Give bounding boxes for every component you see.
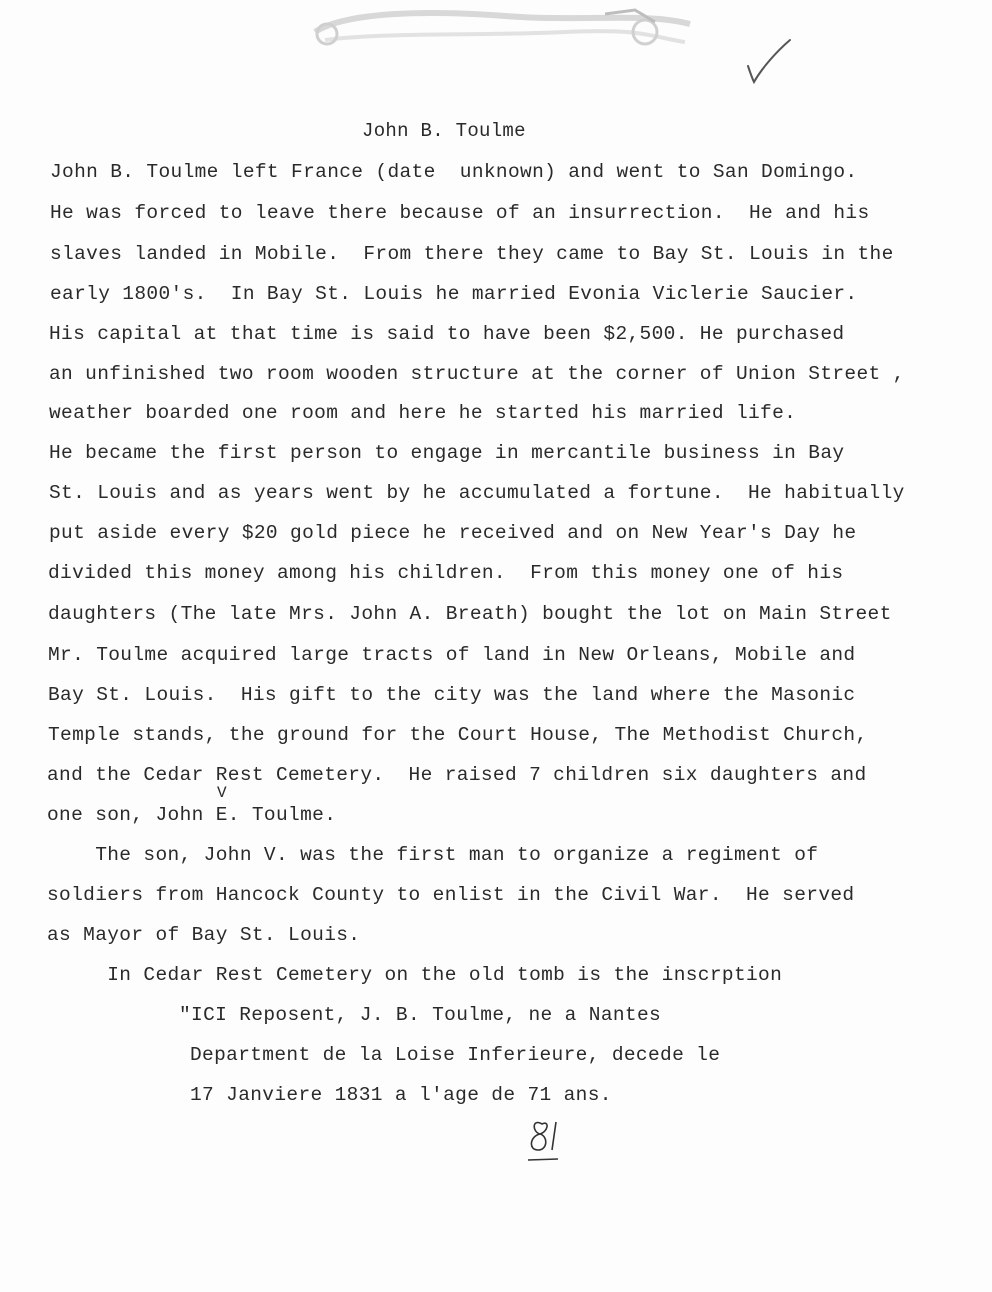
text-line: put aside every $20 gold piece he received and on New Year's Day he (49, 522, 857, 544)
text-line: St. Louis and as years went by he accumulated a fortune. He habitually (49, 482, 905, 504)
text-line: Temple stands, the ground for the Court House, The Methodist Church, (48, 724, 868, 746)
document-title: John B. Toulme (362, 120, 526, 142)
text-line: weather boarded one room and here he started his married life. (49, 402, 797, 424)
text-line: Mr. Toulme acquired large tracts of land in New Orleans, Mobile and (48, 644, 856, 666)
text-line: soldiers from Hancock County to enlist in the Civil War. He served (47, 884, 855, 906)
check-mark (742, 36, 794, 86)
text-line: and the Cedar Rest Cemetery. He raised 7 children six daughters and (47, 764, 867, 786)
text-line: He became the first person to engage in mercantile business in Bay (49, 442, 845, 464)
text-line: an unfinished two room wooden structure at the corner of Union Street , (49, 363, 905, 385)
interlinear-correction: V (217, 784, 227, 802)
inscription-line: Department de la Loise Inferieure, decede le (190, 1044, 721, 1066)
inscription-line: "ICI Reposent, J. B. Toulme, ne a Nantes (179, 1004, 662, 1026)
text-line: daughters (The late Mrs. John A. Breath) bought the lot on Main Street (48, 603, 892, 625)
inscription-line: 17 Janviere 1831 a l'age de 71 ans. (190, 1084, 612, 1106)
text-line: as Mayor of Bay St. Louis. (47, 924, 361, 946)
smudge-mark (305, 2, 700, 60)
text-line: early 1800's. In Bay St. Louis he married Evonia Viclerie Saucier. (50, 283, 858, 305)
text-line: one son, John E. Toulme. (47, 804, 337, 826)
text-line: John B. Toulme left France (date unknown) and went to San Domingo. (50, 161, 858, 183)
text-line: Bay St. Louis. His gift to the city was the land where the Masonic (48, 684, 856, 706)
handwritten-correction (522, 1112, 566, 1168)
text-line: In Cedar Rest Cemetery on the old tomb is the inscrption (47, 964, 783, 986)
text-line: divided this money among his children. From this money one of his (48, 562, 844, 584)
text-line: He was forced to leave there because of an insurrection. He and his (50, 202, 870, 224)
text-line: The son, John V. was the first man to organize a regiment of (47, 844, 819, 866)
text-line: slaves landed in Mobile. From there they came to Bay St. Louis in the (50, 243, 894, 265)
text-line: His capital at that time is said to have been $2,500. He purchased (49, 323, 845, 345)
